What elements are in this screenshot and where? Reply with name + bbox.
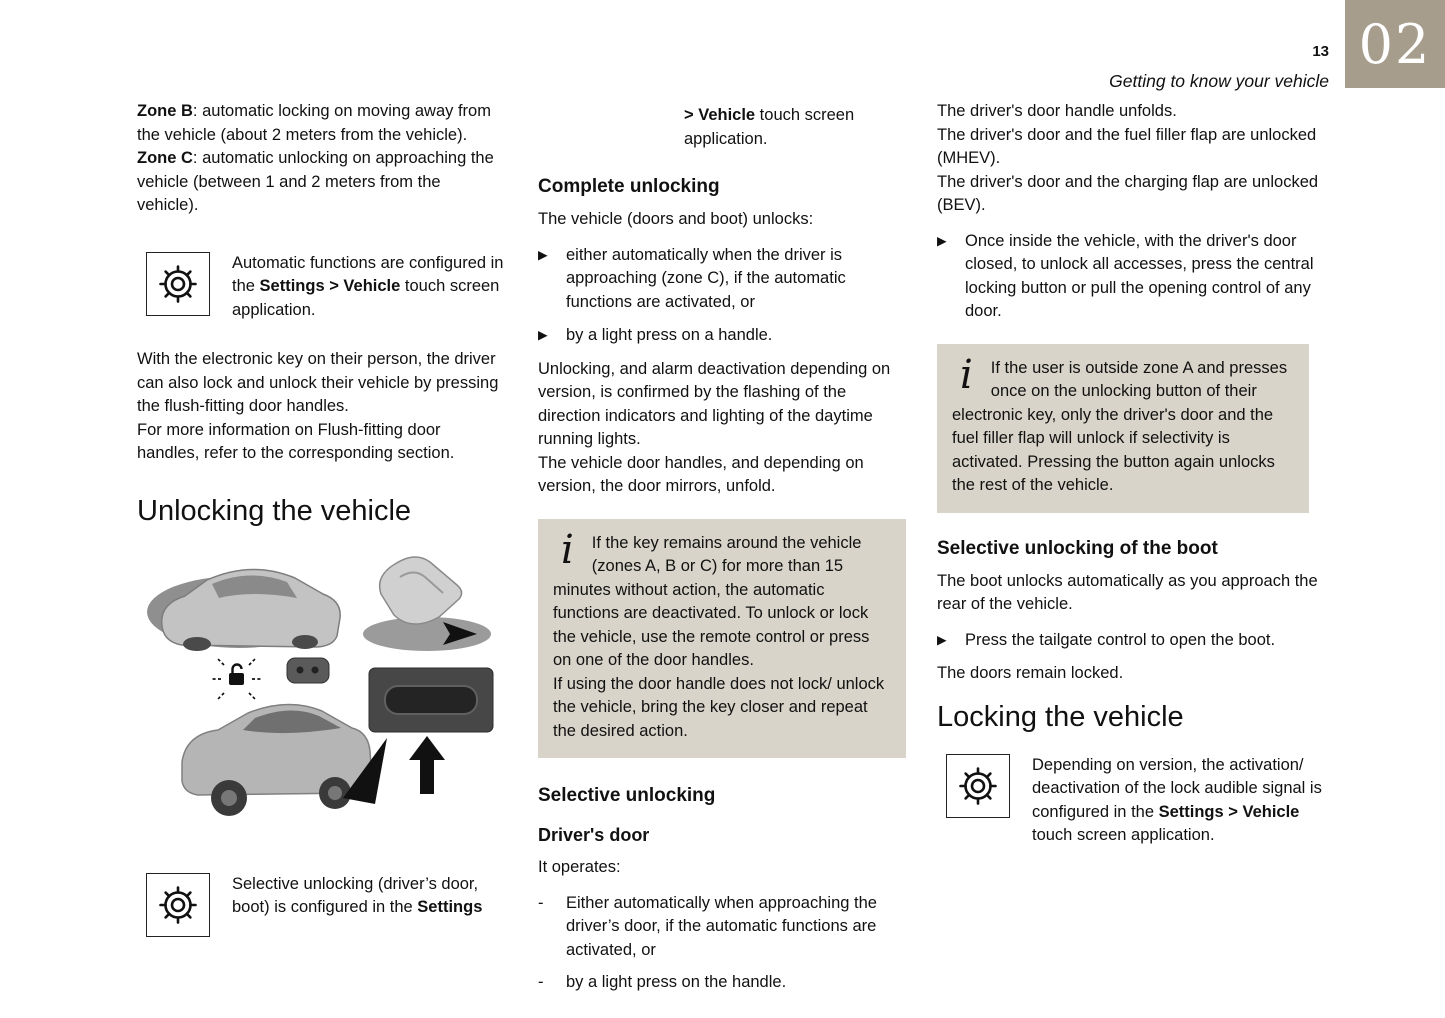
- settings-note: [137, 252, 505, 323]
- settings-note-continuation: > Vehicle touch screen application.: [684, 106, 855, 148]
- selective-note: [137, 873, 505, 937]
- dash-bullet-icon: -: [538, 893, 544, 912]
- zone-b-paragraph: Zone B: automatic locking on moving away from the vehicle (about 2 meters from the vehicle).: [137, 102, 491, 144]
- column-right: [937, 100, 1331, 874]
- boot-paragraph: The boot unlocks automatically as you approach the rear of the vehicle.: [937, 571, 1318, 613]
- result-paragraph: The driver's door handle unfolds.: [937, 102, 1177, 120]
- bullet-text: Once inside the vehicle, with the driver's door closed, to unlock all accesses, press the central locking button or pull the opening control of any door.: [965, 231, 1314, 320]
- section-title: Getting to know your vehicle: [1109, 70, 1329, 91]
- result-paragraph: The driver's door and the charging flap are unlocked (BEV).: [937, 172, 1319, 214]
- info-box-key: [538, 519, 906, 759]
- info-text: If using the door handle does not lock/ unlock the vehicle, bring the key closer and repeat the desired action.: [553, 674, 885, 740]
- unlock-symbol: [212, 658, 261, 700]
- dash-text: by a light press on the handle.: [566, 973, 787, 991]
- page-number: 13: [1312, 43, 1329, 60]
- triangle-bullet-icon: ▶: [937, 233, 947, 248]
- result-paragraph: The driver's door and the fuel filler flap are unlocked (MHEV).: [937, 125, 1317, 167]
- bullet-text: either automatically when the driver is approaching (zone C), if the automatic functions are activated, or: [566, 245, 846, 311]
- bullet-item: [538, 324, 906, 348]
- triangle-bullet-icon: ▶: [538, 328, 548, 342]
- gear-icon: [158, 885, 198, 925]
- info-icon: i: [561, 526, 574, 573]
- bullet-item: [538, 244, 906, 315]
- unlocking-illustration: [137, 546, 505, 838]
- bullet-text: by a light press on a handle.: [566, 326, 773, 344]
- handles-paragraph: The vehicle door handles, and depending on version, the door mirrors, unfold.: [538, 453, 864, 495]
- more-info-paragraph: For more information on Flush-fitting door handles, refer to the corresponding section.: [137, 420, 455, 462]
- bullet-text: Press the tailgate control to open the boot.: [965, 630, 1276, 649]
- dash-item: [538, 892, 906, 963]
- info-text: If the user is outside zone A and presses once on the unlocking button of their electronic key, only the driver's door and the fuel filler flap will unlock if selectivity is activated. Pressing the button again unlocks the rest of the vehicle.: [952, 358, 1288, 494]
- bullet-item: [937, 629, 1331, 653]
- triangle-bullet-icon: ▶: [538, 247, 548, 262]
- info-text: If the key remains around the vehicle (zones A, B or C) for more than 15 minutes without action, the automatic functions are deactivated. To unlock or lock the vehicle, use the remote control or press on one of the door handles.: [553, 533, 870, 669]
- triangle-bullet-icon: ▶: [937, 632, 947, 647]
- dash-text: Either automatically when approaching the driver’s door, if the automatic functions are activated, or: [566, 893, 877, 959]
- dash-bullet-icon: -: [538, 973, 544, 991]
- dash-item: [538, 971, 906, 995]
- zone-c-paragraph: Zone C: automatic unlocking on approaching the vehicle (between 1 and 2 meters from the vehicle).: [137, 149, 494, 214]
- confirmation-paragraph: Unlocking, and alarm deactivation depending on version, is confirmed by the flashing of the direction indicators and lighting of the daytime running lights.: [538, 359, 891, 448]
- electronic-key-paragraph: With the electronic key on their person, the driver can also lock and unlock their vehicle by pressing the flush-fitting door handles.: [137, 350, 499, 415]
- gear-icon: [158, 264, 198, 304]
- column-middle: [538, 104, 906, 1004]
- operates-intro: It operates:: [538, 858, 621, 876]
- locking-note-text: Depending on version, the activation/ deactivation of the lock audible signal is configured in the Settings > Vehicle touch screen application.: [1032, 755, 1322, 844]
- locking-heading: Locking the vehicle: [937, 700, 1184, 733]
- info-icon: i: [960, 351, 973, 398]
- boot-unlocking-heading: Selective unlocking of the boot: [937, 537, 1218, 559]
- column-left: [137, 100, 505, 963]
- chapter-number: 02: [1358, 12, 1432, 76]
- drivers-door-heading: Driver's door: [538, 825, 650, 845]
- chapter-tab: [1345, 0, 1445, 88]
- locking-note: [937, 754, 1331, 848]
- bullet-item: [937, 230, 1331, 324]
- gear-icon-box: [946, 754, 1010, 818]
- unlocking-heading: Unlocking the vehicle: [137, 494, 412, 527]
- gear-icon-box: [146, 252, 210, 316]
- selective-unlocking-heading: Selective unlocking: [538, 785, 716, 806]
- gear-icon: [958, 766, 998, 806]
- complete-unlocking-heading: Complete unlocking: [538, 176, 720, 197]
- running-header: [1109, 40, 1329, 93]
- gear-icon-box: [146, 873, 210, 937]
- doors-locked-paragraph: The doors remain locked.: [937, 664, 1124, 682]
- selective-note-text: Selective unlocking (driver’s door, boot) is configured in the Settings: [232, 874, 483, 916]
- info-box-zone: [937, 344, 1309, 513]
- settings-note-text: Automatic functions are configured in the Settings > Vehicle touch screen application.: [232, 253, 504, 319]
- complete-unlocking-intro: The vehicle (doors and boot) unlocks:: [538, 210, 814, 228]
